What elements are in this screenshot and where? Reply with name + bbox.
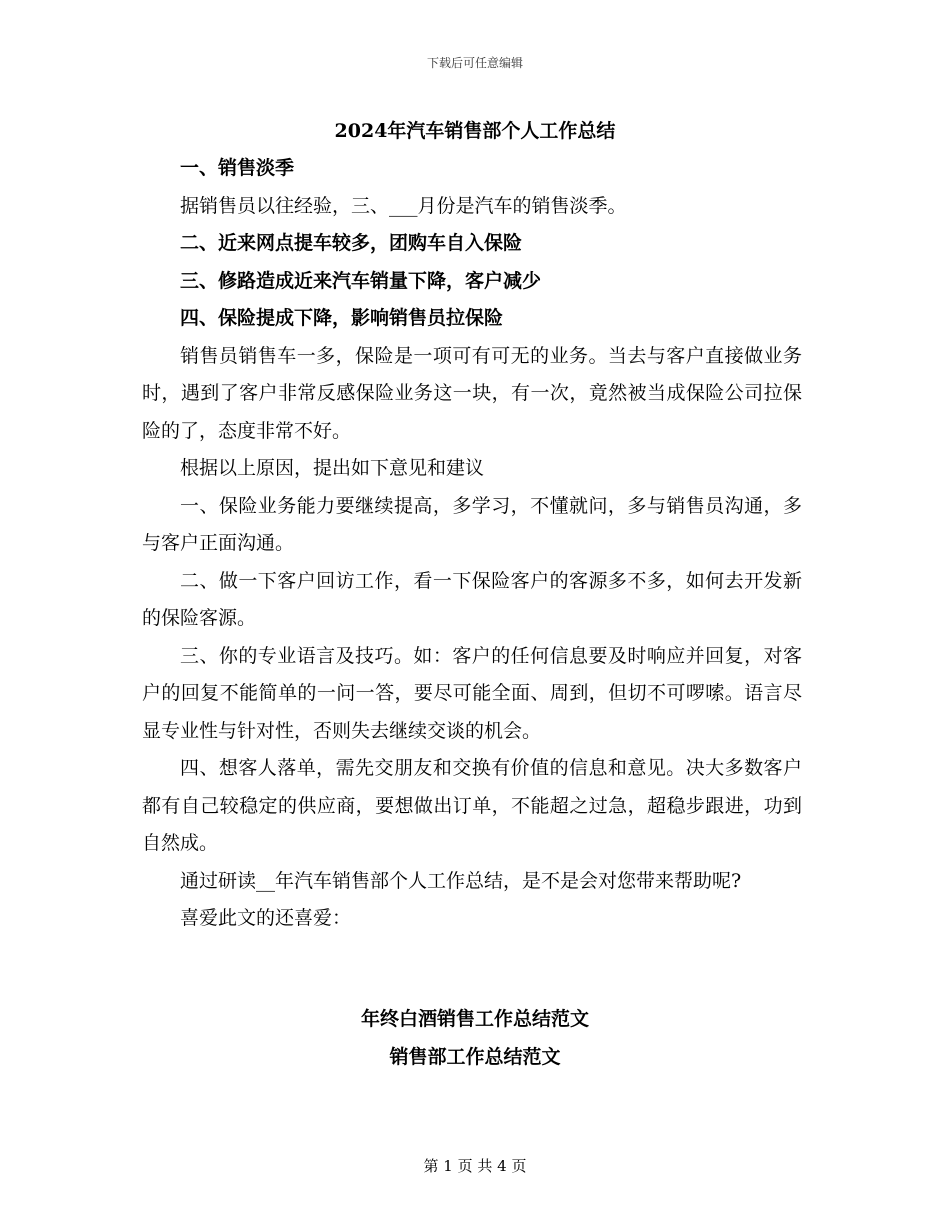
paragraph: 喜爱此文的还喜爱： bbox=[180, 907, 352, 929]
section-heading: 四、保险提成下降，影响销售员拉保险 bbox=[180, 307, 504, 329]
paragraph: 根据以上原因，提出如下意见和建议 bbox=[180, 457, 485, 479]
paragraph: 四、想客人落单，需先交朋友和交换有价值的信息和意见。决大多数客户都有自己较稳定的供应商，要想做出订单，不能超之过急，超稳步跟进，功到自然成。 bbox=[142, 757, 802, 854]
section-heading: 三、修路造成近来汽车销量下降，客户减少 bbox=[180, 269, 542, 292]
related-article-link[interactable]: 销售部工作总结范文 bbox=[389, 1046, 561, 1068]
paragraph: 销售员销售车一多，保险是一项可有可无的业务。当去与客户直接做业务时，遇到了客户非常反感保险业务这一块，有一次，竟然被当成保险公司拉保险的了，态度非常不好。 bbox=[142, 344, 802, 442]
paragraph: 三、你的专业语言及技巧。如：客户的任何信息要及时响应并回复，对客户的回复不能简单的一问一答，要尽可能全面、周到，但切不可啰嗦。语言尽显专业性与针对性，否则失去继续交谈的机会。 bbox=[142, 644, 802, 742]
paragraph: 据销售员以往经验，三、___月份是汽车的销售淡季。 bbox=[180, 194, 627, 217]
related-article-link[interactable]: 年终白酒销售工作总结范文 bbox=[360, 1008, 589, 1030]
document-title: 2024年汽车销售部个人工作总结 bbox=[334, 120, 616, 142]
page-number: 第 1 页 共 4 页 bbox=[423, 1157, 527, 1175]
header-note: 下载后可任意编辑 bbox=[426, 56, 523, 70]
document-body bbox=[142, 150, 802, 938]
section-heading: 一、销售淡季 bbox=[180, 157, 295, 179]
paragraph: 通过研读__年汽车销售部个人工作总结，是不是会对您带来帮助呢? bbox=[180, 869, 742, 892]
paragraph: 二、做一下客户回访工作，看一下保险客户的客源多不多，如何去开发新的保险客源。 bbox=[142, 569, 802, 629]
related-articles bbox=[0, 1000, 950, 1076]
section-heading: 二、近来网点提车较多，团购车自入保险 bbox=[180, 232, 523, 254]
paragraph: 一、保险业务能力要继续提高，多学习，不懂就问，多与销售员沟通，多与客户正面沟通。 bbox=[142, 494, 802, 554]
